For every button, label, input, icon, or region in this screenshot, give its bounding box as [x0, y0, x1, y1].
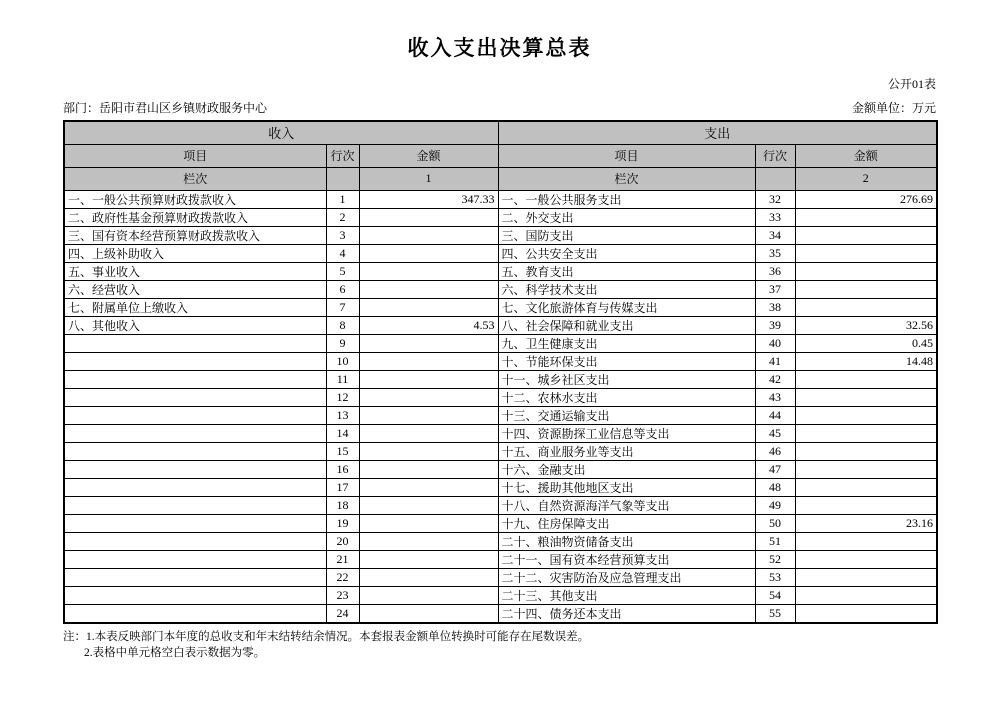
income-line-no-cell: 2: [326, 208, 359, 226]
table-row: [64, 280, 937, 298]
income-amount-header: 金额: [359, 144, 498, 167]
expense-item-header: 项目: [498, 144, 755, 167]
expense-amount-cell: [795, 532, 937, 550]
report-page: [63, 0, 936, 661]
table-row: [64, 442, 937, 460]
table-row: [64, 568, 937, 586]
income-item-cell: [64, 334, 326, 352]
income-amount-cell: 4.53: [359, 316, 498, 334]
expense-amount-cell: [795, 568, 937, 586]
income-line-no-cell: 8: [326, 316, 359, 334]
income-item-cell: [64, 370, 326, 388]
income-line-no-cell: 18: [326, 496, 359, 514]
expense-amount-cell: 276.69: [795, 190, 937, 208]
income-index-number: 1: [359, 167, 498, 190]
income-line-no-cell: 24: [326, 604, 359, 623]
expense-line-no-cell: 32: [755, 190, 795, 208]
table-row: [64, 496, 937, 514]
expense-index-number: 2: [795, 167, 937, 190]
expense-line-no-cell: 37: [755, 280, 795, 298]
column-header-row: [64, 144, 937, 167]
income-line-no-cell: 5: [326, 262, 359, 280]
expense-item-cell: 八、社会保障和就业支出: [498, 316, 755, 334]
expense-item-cell: 二、外交支出: [498, 208, 755, 226]
expense-amount-cell: [795, 226, 937, 244]
income-item-cell: [64, 496, 326, 514]
expense-line-no-cell: 46: [755, 442, 795, 460]
income-item-cell: [64, 352, 326, 370]
income-section-header: 收入: [64, 121, 498, 144]
income-item-cell: [64, 406, 326, 424]
table-row: [64, 532, 937, 550]
income-line-no-cell: 7: [326, 298, 359, 316]
income-amount-cell: [359, 568, 498, 586]
income-line-no-cell: 4: [326, 244, 359, 262]
income-line-no-cell: 23: [326, 586, 359, 604]
income-amount-cell: [359, 370, 498, 388]
expense-item-cell: 十七、援助其他地区支出: [498, 478, 755, 496]
expense-amount-cell: [795, 388, 937, 406]
expense-line-no-cell: 40: [755, 334, 795, 352]
expense-amount-cell: [795, 370, 937, 388]
final-accounts-table: [63, 120, 938, 624]
table-code: 公开01表: [887, 77, 936, 91]
table-row: [64, 478, 937, 496]
table-rows: [64, 190, 937, 623]
expense-item-cell: 三、国防支出: [498, 226, 755, 244]
expense-section-header: 支出: [498, 121, 937, 144]
income-amount-cell: [359, 532, 498, 550]
table-row: [64, 550, 937, 568]
income-item-cell: 四、上级补助收入: [64, 244, 326, 262]
expense-index-spacer: [755, 167, 795, 190]
footnote-2: 2.表格中单元格空白表示数据为零。: [84, 646, 266, 659]
income-item-cell: [64, 532, 326, 550]
expense-item-cell: 九、卫生健康支出: [498, 334, 755, 352]
expense-amount-cell: 32.56: [795, 316, 937, 334]
table-row: [64, 334, 937, 352]
expense-amount-cell: [795, 208, 937, 226]
table-row: [64, 298, 937, 316]
income-item-cell: [64, 604, 326, 623]
income-item-cell: [64, 586, 326, 604]
income-line-no-cell: 17: [326, 478, 359, 496]
expense-line-no-cell: 53: [755, 568, 795, 586]
table-row: [64, 244, 937, 262]
unit-label: 金额单位：万元: [851, 101, 936, 115]
income-amount-cell: [359, 244, 498, 262]
expense-item-cell: 二十四、债务还本支出: [498, 604, 755, 623]
income-amount-cell: [359, 496, 498, 514]
expense-line-no-cell: 35: [755, 244, 795, 262]
expense-item-cell: 十九、住房保障支出: [498, 514, 755, 532]
expense-amount-cell: [795, 262, 937, 280]
expense-line-no-cell: 36: [755, 262, 795, 280]
income-item-cell: 六、经营收入: [64, 280, 326, 298]
expense-line-no-cell: 42: [755, 370, 795, 388]
income-item-cell: [64, 550, 326, 568]
income-line-no-cell: 21: [326, 550, 359, 568]
expense-item-cell: 十三、交通运输支出: [498, 406, 755, 424]
expense-amount-cell: 23.16: [795, 514, 937, 532]
expense-line-no-cell: 41: [755, 352, 795, 370]
expense-line-no-cell: 50: [755, 514, 795, 532]
expense-item-cell: 五、教育支出: [498, 262, 755, 280]
table-row: [64, 460, 937, 478]
income-amount-cell: [359, 514, 498, 532]
income-item-header: 项目: [64, 144, 326, 167]
department-label: 部门：岳阳市君山区乡镇财政服务中心: [63, 101, 268, 115]
income-amount-cell: [359, 442, 498, 460]
income-line-no-cell: 10: [326, 352, 359, 370]
income-amount-cell: [359, 334, 498, 352]
income-amount-cell: [359, 460, 498, 478]
expense-line-no-cell: 49: [755, 496, 795, 514]
income-line-no-cell: 13: [326, 406, 359, 424]
expense-amount-header: 金额: [795, 144, 937, 167]
income-amount-cell: [359, 298, 498, 316]
income-amount-cell: [359, 478, 498, 496]
table-row: [64, 604, 937, 623]
income-line-no-cell: 14: [326, 424, 359, 442]
table-row: [64, 586, 937, 604]
income-item-cell: [64, 460, 326, 478]
income-amount-cell: [359, 208, 498, 226]
table-row: [64, 316, 937, 334]
expense-item-cell: 七、文化旅游体育与传媒支出: [498, 298, 755, 316]
table-row: [64, 406, 937, 424]
expense-amount-cell: 14.48: [795, 352, 937, 370]
expense-amount-cell: [795, 424, 937, 442]
expense-item-cell: 十二、农林水支出: [498, 388, 755, 406]
expense-amount-cell: [795, 496, 937, 514]
expense-line-no-cell: 33: [755, 208, 795, 226]
section-header-row: [64, 121, 937, 144]
table-row: [64, 424, 937, 442]
expense-line-no-cell: 44: [755, 406, 795, 424]
income-line-no-cell: 12: [326, 388, 359, 406]
income-amount-cell: [359, 406, 498, 424]
expense-item-cell: 二十、粮油物资储备支出: [498, 532, 755, 550]
income-line-no-cell: 22: [326, 568, 359, 586]
expense-item-cell: 二十二、灾害防治及应急管理支出: [498, 568, 755, 586]
expense-line-no-cell: 51: [755, 532, 795, 550]
income-line-no-header: 行次: [326, 144, 359, 167]
expense-amount-cell: [795, 406, 937, 424]
expense-line-no-cell: 54: [755, 586, 795, 604]
income-item-cell: [64, 442, 326, 460]
expense-amount-cell: [795, 244, 937, 262]
income-amount-cell: [359, 388, 498, 406]
expense-item-cell: 四、公共安全支出: [498, 244, 755, 262]
table-row: [64, 352, 937, 370]
expense-line-no-cell: 52: [755, 550, 795, 568]
expense-amount-cell: [795, 460, 937, 478]
expense-line-no-cell: 39: [755, 316, 795, 334]
income-line-no-cell: 1: [326, 190, 359, 208]
expense-amount-cell: [795, 604, 937, 623]
table-row: [64, 262, 937, 280]
income-item-cell: [64, 388, 326, 406]
expense-item-cell: 六、科学技术支出: [498, 280, 755, 298]
income-line-no-cell: 20: [326, 532, 359, 550]
expense-line-no-header: 行次: [755, 144, 795, 167]
income-amount-cell: [359, 352, 498, 370]
income-item-cell: [64, 478, 326, 496]
expense-line-no-cell: 43: [755, 388, 795, 406]
expense-item-cell: 十五、商业服务业等支出: [498, 442, 755, 460]
income-index-label: 栏次: [64, 167, 326, 190]
income-line-no-cell: 6: [326, 280, 359, 298]
expense-item-cell: 二十一、国有资本经营预算支出: [498, 550, 755, 568]
income-item-cell: 八、其他收入: [64, 316, 326, 334]
expense-index-label: 栏次: [498, 167, 755, 190]
expense-line-no-cell: 47: [755, 460, 795, 478]
income-line-no-cell: 15: [326, 442, 359, 460]
expense-amount-cell: 0.45: [795, 334, 937, 352]
expense-item-cell: 二十三、其他支出: [498, 586, 755, 604]
income-amount-cell: [359, 550, 498, 568]
footnotes: [63, 629, 936, 661]
income-item-cell: [64, 424, 326, 442]
expense-amount-cell: [795, 478, 937, 496]
income-item-cell: 三、国有资本经营预算财政拨款收入: [64, 226, 326, 244]
income-amount-cell: 347.33: [359, 190, 498, 208]
table-row: [64, 226, 937, 244]
table-row: [64, 208, 937, 226]
expense-item-cell: 十八、自然资源海洋气象等支出: [498, 496, 755, 514]
income-line-no-cell: 9: [326, 334, 359, 352]
footnote-1: 注：1.本表反映部门本年度的总收支和年末结转结余情况。本套报表金额单位转换时可能存在尾数误差。: [63, 630, 590, 643]
income-item-cell: 七、附属单位上缴收入: [64, 298, 326, 316]
table-row: [64, 190, 937, 208]
income-amount-cell: [359, 262, 498, 280]
table-row: [64, 514, 937, 532]
income-amount-cell: [359, 604, 498, 623]
income-item-cell: [64, 514, 326, 532]
income-amount-cell: [359, 226, 498, 244]
expense-line-no-cell: 34: [755, 226, 795, 244]
income-item-cell: [64, 568, 326, 586]
income-index-spacer: [326, 167, 359, 190]
expense-amount-cell: [795, 586, 937, 604]
income-line-no-cell: 16: [326, 460, 359, 478]
income-line-no-cell: 3: [326, 226, 359, 244]
expense-line-no-cell: 55: [755, 604, 795, 623]
expense-line-no-cell: 45: [755, 424, 795, 442]
page-title: 收入支出决算总表: [407, 36, 592, 60]
expense-item-cell: 十六、金融支出: [498, 460, 755, 478]
expense-item-cell: 十一、城乡社区支出: [498, 370, 755, 388]
expense-item-cell: 十、节能环保支出: [498, 352, 755, 370]
table-row: [64, 370, 937, 388]
expense-item-cell: 一、一般公共服务支出: [498, 190, 755, 208]
table-row: [64, 388, 937, 406]
meta-line: [63, 99, 936, 116]
expense-amount-cell: [795, 280, 937, 298]
income-line-no-cell: 19: [326, 514, 359, 532]
income-item-cell: 一、一般公共预算财政拨款收入: [64, 190, 326, 208]
expense-amount-cell: [795, 550, 937, 568]
expense-amount-cell: [795, 298, 937, 316]
income-amount-cell: [359, 424, 498, 442]
income-line-no-cell: 11: [326, 370, 359, 388]
expense-line-no-cell: 48: [755, 478, 795, 496]
expense-item-cell: 十四、资源勘探工业信息等支出: [498, 424, 755, 442]
expense-amount-cell: [795, 442, 937, 460]
expense-line-no-cell: 38: [755, 298, 795, 316]
income-amount-cell: [359, 586, 498, 604]
income-item-cell: 二、政府性基金预算财政拨款收入: [64, 208, 326, 226]
income-amount-cell: [359, 280, 498, 298]
column-index-row: [64, 167, 937, 190]
income-item-cell: 五、事业收入: [64, 262, 326, 280]
